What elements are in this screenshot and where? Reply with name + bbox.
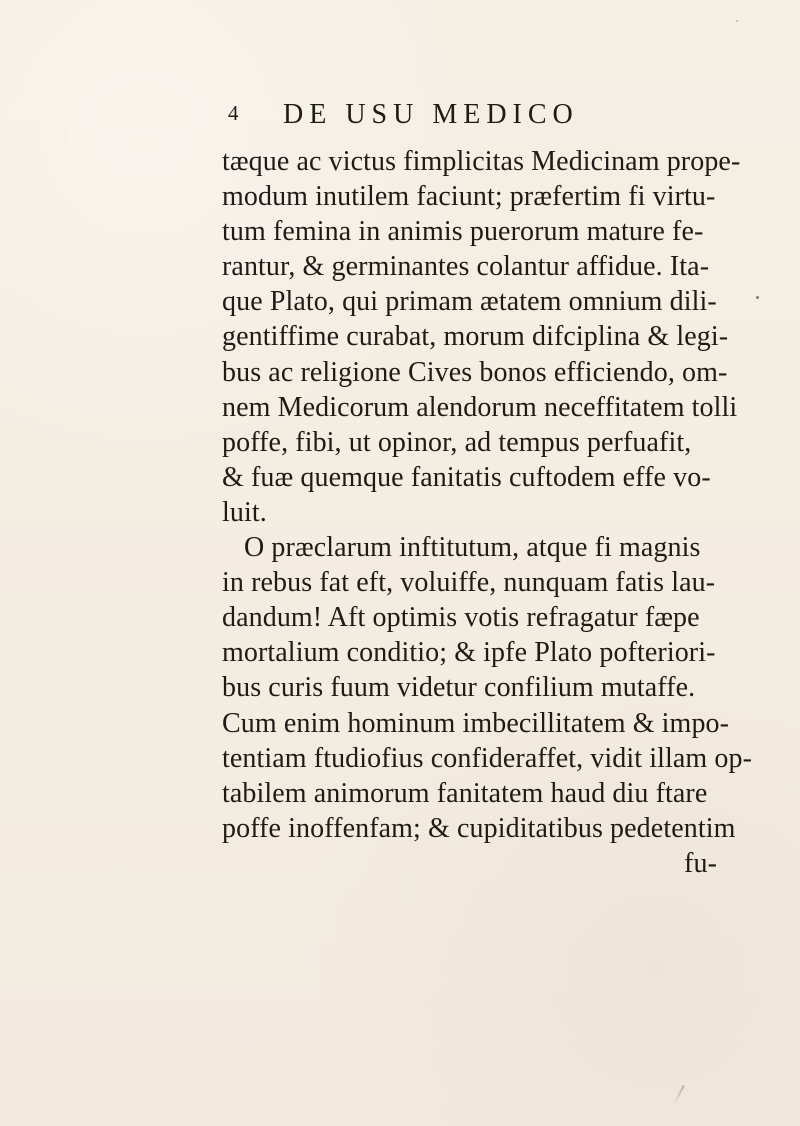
paragraph-start-line: O præclarum inftitutum, atque fi magnis: [244, 532, 701, 564]
text-line: nem Medicorum alendorum neceffitatem tolli: [222, 391, 738, 423]
paper-speck: [736, 20, 738, 22]
pencil-mark: [673, 1085, 685, 1105]
text-line: & fuæ quemque fanitatis cuftodem effe vo-: [222, 461, 711, 493]
text-line: Cum enim hominum imbecillitatem & impo-: [222, 707, 730, 739]
text-line: tum femina in animis puerorum mature fe-: [222, 216, 704, 248]
running-head: DE USU MEDICO: [283, 99, 579, 130]
text-line: poffe, fibi, ut opinor, ad tempus perfuafit,: [222, 426, 692, 458]
text-line: que Plato, qui primam ætatem omnium dili-: [222, 286, 717, 318]
text-line: bus curis fuum videtur confilium mutaffe.: [222, 672, 696, 704]
text-line: in rebus fat eft, voluiffe, nunquam fatis lau-: [222, 567, 716, 599]
paper-speck: [756, 296, 759, 299]
text-line: tabilem animorum fanitatem haud diu ftare: [222, 777, 708, 809]
text-line: poffe inoffenfam; & cupiditatibus pedetentim: [222, 812, 736, 844]
text-line: bus ac religione Cives bonos efficiendo, om-: [222, 356, 728, 388]
page-number: 4: [228, 101, 239, 125]
text-line: luit.: [222, 496, 267, 528]
text-line: dandum! Aft optimis votis refragatur fæpe: [222, 602, 700, 634]
text-line: rantur, & germinantes colantur affidue. Ita-: [222, 251, 710, 283]
text-line: gentiffime curabat, morum difciplina & legi-: [222, 321, 729, 353]
catchword: fu-: [684, 847, 717, 879]
text-line: mortalium conditio; & ipfe Plato pofteriori-: [222, 637, 716, 669]
body-text: [222, 144, 753, 881]
text-line: modum inutilem faciunt; præfertim fi virtu-: [222, 181, 716, 213]
text-line: tentiam ftudiofius confideraffet, vidit illam op-: [222, 742, 753, 774]
text-line: tæque ac victus fimplicitas Medicinam prope-: [222, 146, 741, 177]
page-header: [228, 101, 658, 133]
